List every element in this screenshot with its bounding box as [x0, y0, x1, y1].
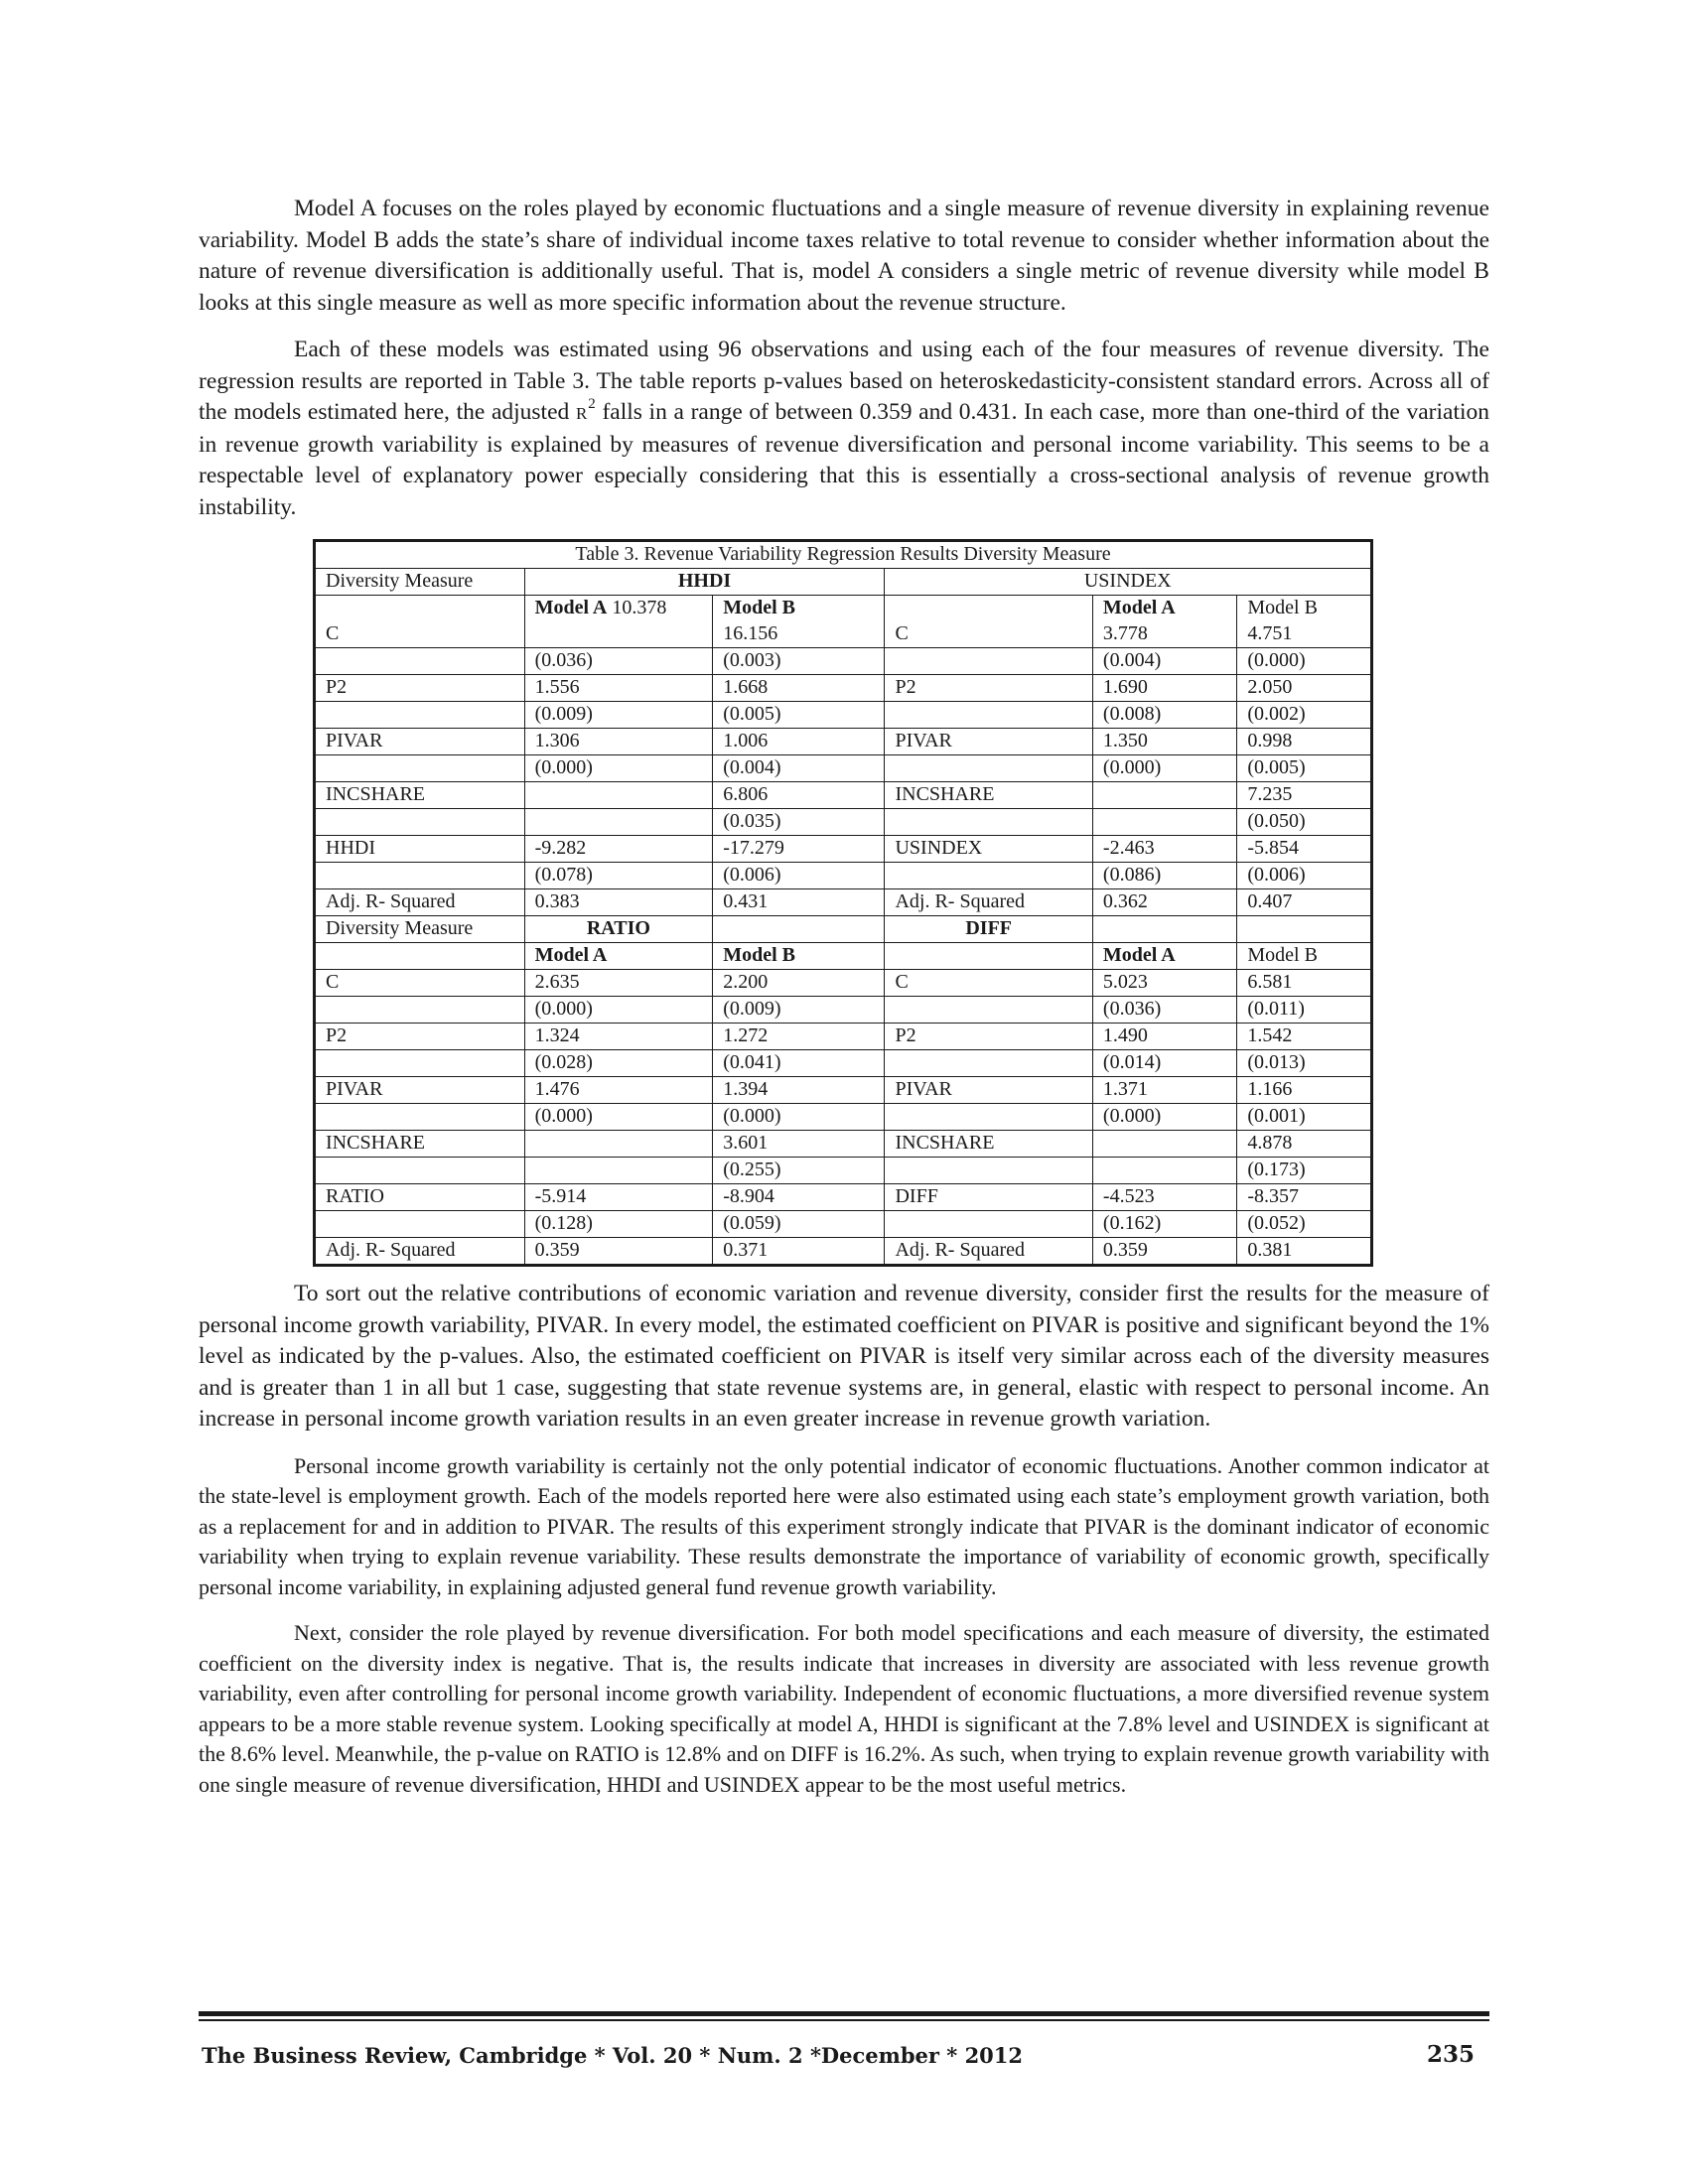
table-cell: (0.000) — [524, 755, 713, 782]
row-label: C — [326, 621, 340, 644]
table-cell: PIVAR — [885, 729, 1092, 755]
table-row — [315, 675, 1372, 702]
table-cell: Adj. R- Squared — [315, 889, 525, 916]
table-cell: Model B — [1237, 943, 1372, 970]
table-cell: (0.005) — [1237, 755, 1372, 782]
paragraph-estimation — [199, 335, 1489, 523]
table-cell: (0.162) — [1092, 1211, 1236, 1238]
table-header-cell: HHDI — [524, 569, 885, 596]
table-cell — [885, 1050, 1092, 1077]
table-cell: (0.005) — [713, 702, 885, 729]
table-row — [315, 970, 1372, 997]
table-cell: C — [315, 970, 525, 997]
paragraph-estimation-part2: falls in a range of between 0.359 and 0.431. In each case, more than one-third of the variation in revenue growth variability is explained by measures of revenue diversification and personal income variability. This seems to be a respectable level of explanatory power especially considering that this is essentially a cross-sectional analysis of revenue growth instability. — [199, 399, 1490, 520]
table-row — [315, 648, 1372, 675]
table-header-cell: Diversity Measure — [315, 916, 525, 943]
table-row — [315, 782, 1372, 809]
table-cell: Model B — [713, 943, 885, 970]
table-cell: (0.028) — [524, 1050, 713, 1077]
table-cell: C — [885, 970, 1092, 997]
table-cell: (0.008) — [1092, 702, 1236, 729]
table-cell: 2.200 — [713, 970, 885, 997]
table-cell: 0.431 — [713, 889, 885, 916]
table-row — [315, 1211, 1372, 1238]
table-cell: P2 — [315, 675, 525, 702]
table-cell: -2.463 — [1092, 836, 1236, 863]
table-cell: P2 — [315, 1024, 525, 1050]
table-cell — [885, 596, 1092, 648]
table-row — [315, 863, 1372, 889]
table-caption: Table 3. Revenue Variability Regression Results Diversity Measure — [315, 541, 1372, 569]
table-cell: 1.324 — [524, 1024, 713, 1050]
model-label: Model A — [534, 597, 608, 618]
paragraph-models: Model A focuses on the roles played by economic fluctuations and a single measure of revenue diversity in explaining revenue variability. Model B adds the state’s share of individual income taxes relative to total revenue to consider whether information about the nature of revenue diversification is additionally useful. That is, model A considers a single metric of revenue diversity while model B looks at this single measure as well as more specific information about the revenue structure. — [199, 196, 1489, 316]
table-cell: 0.371 — [713, 1238, 885, 1266]
table-cell: (0.009) — [713, 997, 885, 1024]
paragraph-estimation-part1: Each of these models was estimated using 96 observations and using each of the four measures of revenue diversity. The regression results are reported in Table 3. The table reports p-values based on heteroskedasticity-consistent standard errors. Across all of the models estimated here, the adjusted — [199, 337, 1489, 425]
table-cell: Model A — [524, 943, 713, 970]
table-cell: 3.601 — [713, 1131, 885, 1158]
table-row — [315, 889, 1372, 916]
table-cell: PIVAR — [885, 1077, 1092, 1104]
table-cell: 1.690 — [1092, 675, 1236, 702]
table-cell: -8.357 — [1237, 1184, 1372, 1211]
table-cell: INCSHARE — [885, 1131, 1092, 1158]
table-cell: 1.371 — [1092, 1077, 1236, 1104]
table-cell — [885, 809, 1092, 836]
table-cell: (0.009) — [524, 702, 713, 729]
model-label: Model B — [1247, 597, 1318, 618]
table-cell: 0.998 — [1237, 729, 1372, 755]
table-row — [315, 1238, 1372, 1266]
table-cell — [885, 648, 1092, 675]
superscript-2: 2 — [588, 396, 596, 413]
table-cell: (0.000) — [524, 1104, 713, 1131]
table-cell — [713, 596, 885, 648]
table-cell: 1.350 — [1092, 729, 1236, 755]
table-cell — [315, 755, 525, 782]
footer-journal: The Business Review, Cambridge * Vol. 20 * Num. 2 *December * 2012 — [202, 2043, 1024, 2068]
table-cell — [315, 863, 525, 889]
table-cell — [885, 1158, 1092, 1184]
table-cell: (0.002) — [1237, 702, 1372, 729]
table-cell: (0.041) — [713, 1050, 885, 1077]
row-label: C — [895, 621, 909, 644]
table-cell: PIVAR — [315, 1077, 525, 1104]
coef-value: 4.751 — [1247, 621, 1293, 644]
table-cell: 1.272 — [713, 1024, 885, 1050]
table-cell: P2 — [885, 1024, 1092, 1050]
table-cell: INCSHARE — [315, 1131, 525, 1158]
table-row — [315, 997, 1372, 1024]
table-header-cell — [1092, 916, 1236, 943]
footer-rule — [199, 2019, 1489, 2021]
table-cell: -5.854 — [1237, 836, 1372, 863]
table-cell: 1.668 — [713, 675, 885, 702]
table-cell — [1092, 809, 1236, 836]
table-cell: (0.128) — [524, 1211, 713, 1238]
table-cell — [315, 702, 525, 729]
table-cell — [524, 782, 713, 809]
page-number: 235 — [1426, 2041, 1475, 2068]
table-cell: (0.006) — [713, 863, 885, 889]
table-cell: Adj. R- Squared — [885, 889, 1092, 916]
table-cell — [315, 596, 525, 648]
table-row — [315, 596, 1372, 648]
table-cell: (0.004) — [713, 755, 885, 782]
table-cell — [315, 1104, 525, 1131]
table-cell: 0.383 — [524, 889, 713, 916]
table-cell: INCSHARE — [885, 782, 1092, 809]
table-cell: -4.523 — [1092, 1184, 1236, 1211]
table-cell: 5.023 — [1092, 970, 1236, 997]
table-cell: 0.359 — [1092, 1238, 1236, 1266]
table-cell: Adj. R- Squared — [315, 1238, 525, 1266]
table-cell — [315, 648, 525, 675]
table-cell: P2 — [885, 675, 1092, 702]
table-header-cell — [1237, 916, 1372, 943]
table-cell — [885, 997, 1092, 1024]
table-header-cell — [713, 916, 885, 943]
table-cell: (0.006) — [1237, 863, 1372, 889]
table-cell — [315, 809, 525, 836]
table-cell: (0.078) — [524, 863, 713, 889]
table-cell — [315, 1158, 525, 1184]
regression-table — [313, 539, 1373, 1267]
table-header-cell: RATIO — [524, 916, 713, 943]
table-cell: 1.542 — [1237, 1024, 1372, 1050]
table-cell — [885, 702, 1092, 729]
table-cell: RATIO — [315, 1184, 525, 1211]
table-cell: 0.362 — [1092, 889, 1236, 916]
coef-value: 16.156 — [723, 621, 778, 644]
model-label: Model B — [723, 597, 795, 618]
table-cell: (0.000) — [1237, 648, 1372, 675]
table-row — [315, 1050, 1372, 1077]
table-header-row — [315, 569, 1372, 596]
table-cell: 0.407 — [1237, 889, 1372, 916]
table-model-row — [315, 943, 1372, 970]
table-cell: (0.013) — [1237, 1050, 1372, 1077]
table-row — [315, 1184, 1372, 1211]
table-cell: (0.000) — [713, 1104, 885, 1131]
table-row — [315, 809, 1372, 836]
table-cell — [885, 943, 1092, 970]
table-cell: (0.086) — [1092, 863, 1236, 889]
table-header-cell: DIFF — [885, 916, 1092, 943]
page-body — [199, 194, 1489, 1816]
table-cell: 1.476 — [524, 1077, 713, 1104]
table-cell: 1.556 — [524, 675, 713, 702]
table-cell: 4.878 — [1237, 1131, 1372, 1158]
table-cell — [315, 943, 525, 970]
table-cell: 0.359 — [524, 1238, 713, 1266]
table-cell: DIFF — [885, 1184, 1092, 1211]
table-cell — [315, 997, 525, 1024]
table-cell: 6.581 — [1237, 970, 1372, 997]
table-cell: Adj. R- Squared — [885, 1238, 1092, 1266]
table-cell: 0.381 — [1237, 1238, 1372, 1266]
coef-value: 10.378 — [612, 597, 667, 618]
table-cell — [524, 596, 713, 648]
table-row — [315, 1131, 1372, 1158]
table-cell — [524, 809, 713, 836]
table-cell: (0.035) — [713, 809, 885, 836]
table-row — [315, 836, 1372, 863]
paragraph-diversification: Next, consider the role played by revenue diversification. For both model specifications and each measure of diversity, the estimated coefficient on the diversity index is negative. That is, the results indicate that increases in diversity are associated with less revenue growth variability, even after controlling for personal income growth variability. Independent of economic fluctuations, a more diversified revenue system appears to be a more stable revenue system. Looking specifically at model A, HHDI is significant at the 7.8% level and USINDEX is significant at the 8.6% level. Meanwhile, the p-value on RATIO is 12.8% and on DIFF is 16.2%. As such, when trying to explain revenue growth variability with one single measure of revenue diversification, HHDI and USINDEX appear to be the most useful metrics. — [199, 1620, 1489, 1797]
table-cell — [885, 1104, 1092, 1131]
table-row — [315, 1077, 1372, 1104]
table-cell — [1237, 596, 1372, 648]
footer-rule — [199, 2011, 1489, 2016]
table-cell: (0.011) — [1237, 997, 1372, 1024]
table-row — [315, 1024, 1372, 1050]
table-cell: (0.036) — [524, 648, 713, 675]
table-cell: (0.052) — [1237, 1211, 1372, 1238]
model-label: Model A — [1102, 597, 1176, 618]
table-cell: (0.004) — [1092, 648, 1236, 675]
table-cell — [315, 1211, 525, 1238]
table-cell — [315, 1050, 525, 1077]
table-cell: 2.635 — [524, 970, 713, 997]
table-cell — [524, 1131, 713, 1158]
table-cell: 1.394 — [713, 1077, 885, 1104]
table-cell: (0.003) — [713, 648, 885, 675]
table-caption-row — [315, 541, 1372, 569]
table-cell: 1.306 — [524, 729, 713, 755]
table-cell: 1.166 — [1237, 1077, 1372, 1104]
table-cell: Model A — [1092, 943, 1236, 970]
table-row — [315, 729, 1372, 755]
table-cell: (0.014) — [1092, 1050, 1236, 1077]
table-cell: 1.490 — [1092, 1024, 1236, 1050]
table-cell: USINDEX — [885, 836, 1092, 863]
table-cell: -17.279 — [713, 836, 885, 863]
table-cell: 6.806 — [713, 782, 885, 809]
table-row — [315, 1158, 1372, 1184]
table-header-row — [315, 916, 1372, 943]
table-cell: INCSHARE — [315, 782, 525, 809]
table-cell: (0.173) — [1237, 1158, 1372, 1184]
table-row — [315, 702, 1372, 729]
table-cell: (0.059) — [713, 1211, 885, 1238]
table-cell: HHDI — [315, 836, 525, 863]
table-cell — [524, 1158, 713, 1184]
table-cell: (0.000) — [1092, 755, 1236, 782]
table-cell — [885, 755, 1092, 782]
paragraph-pivar: To sort out the relative contributions of economic variation and revenue diversity, consider first the results for the measure of personal income growth variability, PIVAR. In every model, the estimated coefficient on PIVAR is positive and significant beyond the 1% level as indicated by the p-values. Also, the estimated coefficient on PIVAR is itself very similar across each of the diversity measures and is greater than 1 in all but 1 case, suggesting that state revenue systems are, in general, elastic with respect to personal income. An increase in personal income growth variation results in an even greater increase in revenue growth variation. — [199, 1281, 1489, 1432]
table-cell: -5.914 — [524, 1184, 713, 1211]
paragraph-employment: Personal income growth variability is certainly not the only potential indicator of economic fluctuations. Another common indicator at the state-level is employment growth. Each of the models reported here were also estimated using each state’s employment growth variation, both as a replacement for and in addition to PIVAR. The results of this experiment strongly indicate that PIVAR is the dominant indicator of economic variability when trying to explain revenue variability. These results demonstrate the importance of variability of economic growth, specifically personal income variability, in explaining adjusted general fund revenue growth variability. — [199, 1452, 1489, 1599]
table-cell: 7.235 — [1237, 782, 1372, 809]
table-cell: PIVAR — [315, 729, 525, 755]
table-cell: (0.001) — [1237, 1104, 1372, 1131]
r-symbol: R — [575, 404, 589, 423]
table-cell: (0.255) — [713, 1158, 885, 1184]
table-header-cell: USINDEX — [885, 569, 1372, 596]
table-header-cell: Diversity Measure — [315, 569, 525, 596]
coef-value: 3.778 — [1102, 621, 1148, 644]
table-row — [315, 1104, 1372, 1131]
table-cell: (0.000) — [1092, 1104, 1236, 1131]
table-cell: 2.050 — [1237, 675, 1372, 702]
table-cell: (0.036) — [1092, 997, 1236, 1024]
table-cell: (0.050) — [1237, 809, 1372, 836]
table-cell — [885, 1211, 1092, 1238]
table-cell — [1092, 1158, 1236, 1184]
table-cell — [1092, 1131, 1236, 1158]
table-cell: -9.282 — [524, 836, 713, 863]
table-cell — [1092, 596, 1236, 648]
table-cell: (0.000) — [524, 997, 713, 1024]
table-cell — [885, 863, 1092, 889]
table-cell — [1092, 782, 1236, 809]
table-cell: -8.904 — [713, 1184, 885, 1211]
table-cell: 1.006 — [713, 729, 885, 755]
table-row — [315, 755, 1372, 782]
